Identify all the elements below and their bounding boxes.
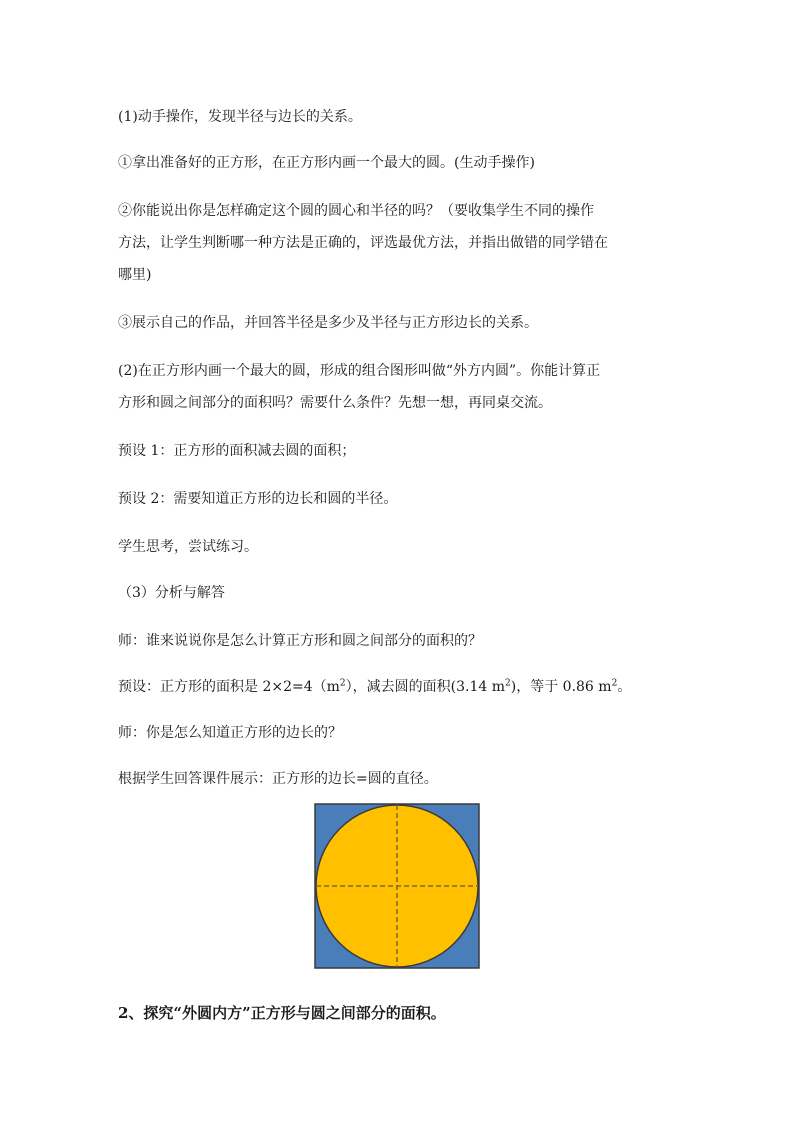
calc-text-4: 。	[617, 679, 632, 695]
square-with-inscribed-circle-figure	[314, 803, 480, 969]
paragraph-preset-2: 预设 2：需要知道正方形的边长和圆的半径。	[118, 491, 398, 507]
paragraph-analysis-heading: （3）分析与解答	[118, 585, 225, 601]
section-heading-circle-outside-square: 2、探究“外圆内方”正方形与圆之间部分的面积。	[118, 1004, 446, 1022]
paragraph-courseware-display: 根据学生回答课件展示：正方形的边长=圆的直径。	[118, 771, 438, 787]
paragraph-question-line-2: 方形和圆之间部分的面积吗？需要什么条件？先想一想，再同桌交流。	[118, 395, 552, 411]
paragraph-step-2-line-3: 哪里)	[118, 267, 152, 283]
paragraph-question-line-1: (2)在正方形内画一个最大的圆，形成的组合图形叫做“外方内圆”。你能计算正	[118, 363, 601, 379]
paragraph-student-practice: 学生思考，尝试练习。	[118, 539, 258, 555]
paragraph-step-1: ①拿出准备好的正方形，在正方形内画一个最大的圆。(生动手操作)	[118, 155, 535, 171]
calc-text-2: ），减去圆的面积(3.14 m	[345, 679, 506, 695]
paragraph-step-2-line-1: ②你能说出你是怎样确定这个圆的圆心和半径的吗？（要收集学生不同的操作	[118, 203, 594, 219]
paragraph-teacher-question-1: 师：谁来说说你是怎么计算正方形和圆之间部分的面积的？	[118, 633, 482, 649]
calc-text-3: )，等于 0.86 m	[510, 679, 612, 695]
paragraph-preset-calculation	[118, 677, 631, 697]
paragraph-step-3: ③展示自己的作品，并回答半径是多少及半径与正方形边长的关系。	[118, 315, 538, 331]
calc-sup-3: 2	[611, 678, 618, 689]
paragraph-preset-1: 预设 1：正方形的面积减去圆的面积；	[118, 443, 356, 459]
calc-sup-2: 2	[505, 678, 511, 689]
paragraph-teacher-question-2: 师：你是怎么知道正方形的边长的？	[118, 725, 342, 741]
calc-text-1: 预设：正方形的面积是 2×2=4（m	[118, 679, 340, 695]
paragraph-hands-on: (1)动手操作，发现半径与边长的关系。	[118, 109, 362, 125]
figure-svg	[314, 803, 480, 969]
paragraph-step-2-line-2: 方法，让学生判断哪一种方法是正确的，评选最优方法，并指出做错的同学错在	[118, 235, 608, 251]
calc-sup-1: 2	[339, 678, 346, 689]
